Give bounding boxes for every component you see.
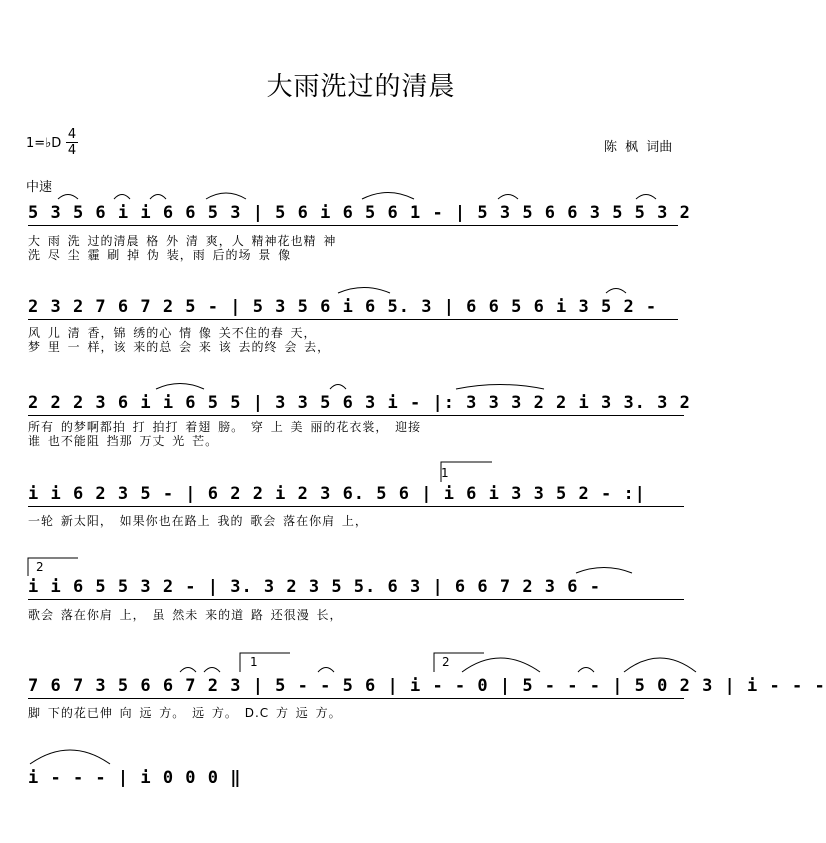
slur	[338, 288, 390, 294]
notation-line-7: i - - - | i 0 0 0 ‖	[28, 768, 242, 788]
key-signature: 1=♭D	[26, 136, 62, 151]
slur	[462, 658, 540, 672]
notation-line-6: 7 6 7 3 5 6 6 7 2 3 | 5 - - 5 6 | i - - 0 | 5 - - - | 5 0 2 3 | i - - -	[28, 676, 826, 696]
slur	[204, 668, 220, 673]
lyric-line-6-verse-1: 脚 下的花已伸 向 远 方。 远 方。 D.C 方 远 方。	[28, 706, 342, 720]
slur	[30, 750, 110, 764]
volta-2-label: 2	[36, 560, 44, 574]
slur	[156, 384, 204, 390]
slur	[206, 193, 246, 199]
slur	[318, 668, 334, 673]
notation-line-5: i i 6 5 5 3 2 - | 3. 3 2 3 5 5. 6 3 | 6 6 7 2 3 6 -	[28, 577, 601, 597]
lyric-line-1-verse-2: 洗 尽 尘 霾 刷 掉 伪 装，雨 后的场 景 像	[28, 248, 292, 262]
slur	[362, 193, 414, 200]
volta-2-bracket	[28, 558, 78, 576]
lyric-line-2-verse-2: 梦 里 一 样，该 来的总 会 来 该 去的终 会 去，	[28, 340, 331, 354]
volta-1-label: 1	[441, 466, 449, 480]
slur	[606, 289, 626, 294]
lyric-line-2-verse-1: 风 儿 清 香，锦 绣的心 情 像 关不住的春 天，	[28, 326, 317, 340]
notation-line-3: 2 2 2 3 6 i i 6 5 5 | 3 3 5 6 3 i - |: 3 3 3 2 2 i 3 3. 3 2	[28, 393, 691, 413]
volta-2b-bracket	[434, 653, 484, 672]
notation-line-2: 2 3 2 7 6 7 2 5 - | 5 3 5 6 i 6 5. 3 | 6 6 5 6 i 3 5 2 -	[28, 297, 658, 317]
slur	[636, 195, 656, 200]
song-title: 大雨洗过的清晨	[266, 72, 456, 102]
notation-line-4: i i 6 2 3 5 - | 6 2 2 i 2 3 6. 5 6 | i 6 i 3 3 5 2 - :|	[28, 484, 646, 504]
slur	[150, 195, 166, 200]
time-signature-top: 4	[67, 127, 77, 142]
tempo-marking: 中速	[26, 180, 53, 195]
lyric-line-3-verse-2: 谁 也不能阻 挡那 万丈 光 芒。	[28, 434, 219, 448]
slur	[498, 195, 518, 200]
slur	[180, 668, 196, 673]
slur	[114, 195, 130, 200]
volta-1b-label: 1	[250, 655, 258, 669]
slur	[330, 385, 346, 390]
volta-1b-bracket	[240, 653, 290, 672]
notation-line-1: 5 3 5 6 i i 6 6 5 3 | 5 6 i 6 5 6 1 - | 5 3 5 6 6 3 5 5 3 2	[28, 203, 691, 223]
slur	[576, 568, 632, 574]
lyric-line-3-verse-1: 所有 的梦啊都拍 打 拍打 着翅 膀。 穿 上 美 丽的花衣裳， 迎接	[28, 420, 422, 434]
lyric-line-4-verse-1: 一轮 新太阳， 如果你也在路上 我的 歌会 落在你肩 上，	[28, 514, 368, 528]
lyric-line-1-verse-1: 大 雨 洗 过的清晨 格 外 清 爽，人 精神花也精 神	[28, 234, 337, 248]
lyric-line-5-verse-1: 歌会 落在你肩 上， 虽 然未 来的道 路 还很漫 长，	[28, 608, 343, 622]
slur	[578, 668, 594, 673]
slur	[624, 658, 696, 672]
slur	[58, 195, 78, 200]
volta-2b-label: 2	[442, 655, 450, 669]
volta-1-bracket	[441, 462, 492, 482]
composer-credit: 陈 枫 词曲	[604, 140, 673, 155]
slur	[456, 385, 544, 390]
time-signature-bottom: 4	[67, 143, 77, 158]
